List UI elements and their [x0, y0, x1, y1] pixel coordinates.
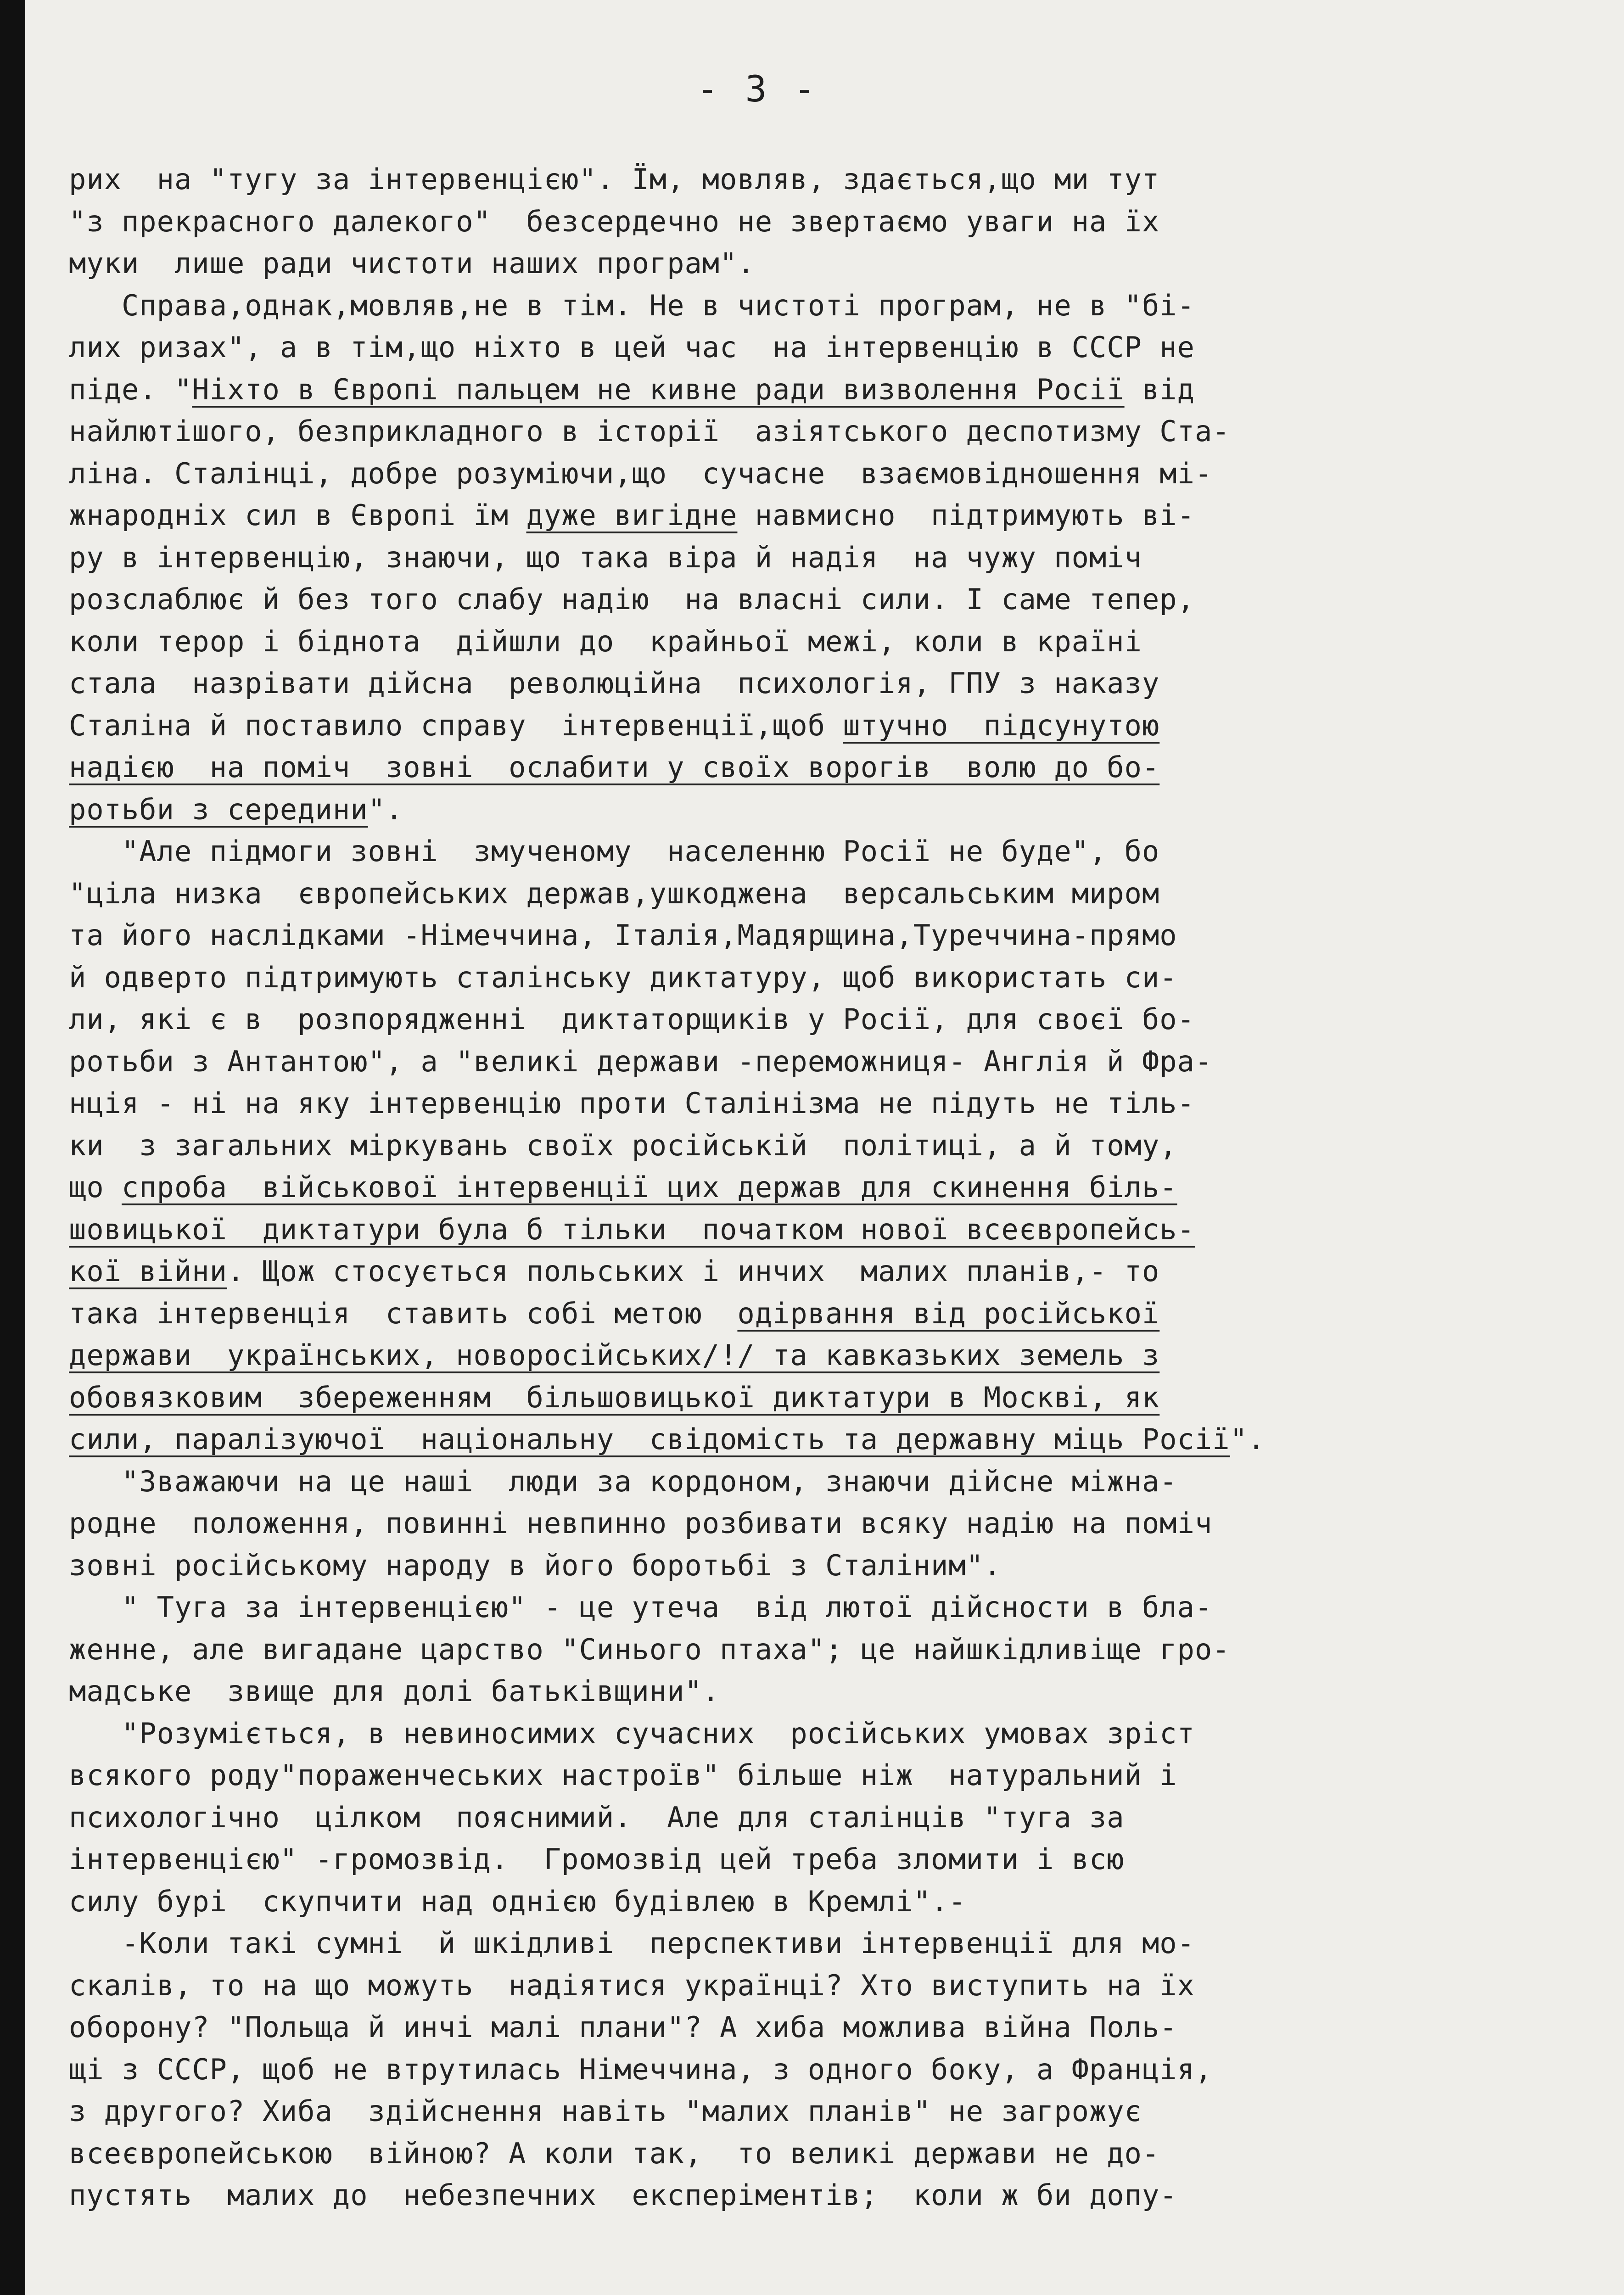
- text-line: [69, 410, 1510, 453]
- text-line: [69, 1209, 1510, 1251]
- text-line: [69, 453, 1510, 495]
- text-line: [69, 873, 1510, 915]
- text-segment: та його наслідками -Німеччина, Італія,Мадярщина,Туреччина-прямо: [69, 918, 1177, 952]
- text-segment: "з прекрасного далекого" безсердечно не звертаємо уваги на їх: [69, 204, 1160, 238]
- text-line: [69, 1041, 1510, 1083]
- text-segment: мадське звище для долі батьківщини".: [69, 1674, 720, 1708]
- text-line: [69, 662, 1510, 705]
- text-line: [69, 957, 1510, 999]
- text-line: [69, 1629, 1510, 1671]
- text-segment: " Туга за інтервенцією" - це утеча від лютої дійсности в бла-: [69, 1590, 1213, 1624]
- text-segment: така інтервенція ставить собі метою: [69, 1296, 738, 1330]
- text-line: [69, 578, 1510, 621]
- text-segment: ".: [1230, 1422, 1266, 1456]
- text-segment: навмисно підтримують ві-: [737, 498, 1195, 532]
- text-line: [69, 1377, 1510, 1419]
- text-segment: Справа,однак,мовляв,не в тім. Не в чистоті програм, не в "бі-: [69, 288, 1195, 322]
- scan-border-left: [0, 0, 25, 2295]
- text-segment: всякого роду"пораженчеських настроїв" більше ніж натуральний і: [69, 1758, 1177, 1792]
- text-line: [69, 326, 1510, 369]
- text-line: [69, 369, 1510, 411]
- text-segment: від: [1124, 372, 1195, 406]
- text-segment: піде. ": [69, 372, 192, 406]
- text-segment: ротьби з Антантою", а "великі держави -переможниця- Англія й Фра-: [69, 1044, 1213, 1078]
- text-line: [69, 789, 1510, 831]
- text-line: [69, 1418, 1510, 1461]
- text-line: [69, 537, 1510, 579]
- text-segment: психологічно цілком пояснимий. Але для сталінців "туга за: [69, 1800, 1125, 1834]
- text-segment: ".: [368, 792, 403, 826]
- text-line: [69, 201, 1510, 243]
- text-segment: "Зважаючи на це наші люди за кордоном, знаючи дійсне міжна-: [69, 1464, 1177, 1498]
- text-line: [69, 746, 1510, 789]
- text-segment: всеєвропейською війною? А коли так, то великі держави не до-: [69, 2136, 1160, 2170]
- text-line: [69, 242, 1510, 285]
- text-segment: Сталіна й поставило справу інтервенції,щоб: [69, 708, 843, 742]
- text-line: [69, 1754, 1510, 1797]
- text-line: [69, 2090, 1510, 2133]
- text-line: [69, 1250, 1510, 1293]
- text-line: [69, 621, 1510, 663]
- text-segment: ру в інтервенцію, знаючи, що така віра й надія на чужу поміч: [69, 540, 1142, 574]
- text-segment: лих ризах", а в тім,що ніхто в цей час на інтервенцію в СССР не: [69, 330, 1195, 364]
- text-line: [69, 998, 1510, 1041]
- underlined-text: штучно підсунутою: [843, 708, 1160, 742]
- underlined-text: шовицької диктатури була б тільки початком нової всеєвропейсь-: [69, 1212, 1195, 1246]
- text-line: [69, 1082, 1510, 1125]
- text-line: [69, 1502, 1510, 1545]
- text-line: [69, 1838, 1510, 1881]
- underlined-text: дуже вигідне: [526, 498, 738, 532]
- text-segment: -Коли такі сумні й шкідливі перспективи інтервенції для мо-: [69, 1926, 1195, 1960]
- text-segment: ли, які є в розпорядженні диктаторщиків у Росії, для своєї бо-: [69, 1002, 1195, 1036]
- text-segment: рих на "тугу за інтервенцією". Їм, мовляв, здається,що ми тут: [69, 162, 1160, 196]
- text-line: [69, 914, 1510, 957]
- text-segment: що: [69, 1170, 122, 1204]
- text-line: [69, 830, 1510, 873]
- text-segment: "ціла низка європейських держав,ушкоджена версальським миром: [69, 876, 1160, 910]
- text-segment: женне, але вигадане царство "Синього птаха"; це найшкідливіще гро-: [69, 1632, 1230, 1666]
- text-segment: щі з СССР, щоб не втрутилась Німеччина, з одного боку, а Франція,: [69, 2052, 1213, 2086]
- text-line: [69, 285, 1510, 327]
- text-line: [69, 1461, 1510, 1503]
- text-line: [69, 1334, 1510, 1377]
- underlined-text: спроба військової інтервенції цих держав для скинення біль-: [121, 1170, 1177, 1204]
- text-segment: . Щож стосується польських і инчих малих планів,- то: [227, 1254, 1160, 1288]
- underlined-text: Ніхто в Європі пальцем не кивне ради визволення Росії: [192, 372, 1125, 406]
- text-segment: найлютішого, безприкладного в історії азіятського деспотизму Ста-: [69, 414, 1230, 448]
- text-line: [69, 1797, 1510, 1839]
- text-line: [69, 1922, 1510, 1965]
- text-segment: розслаблює й без того слабу надію на власні сили. І саме тепер,: [69, 582, 1195, 616]
- text-line: [69, 1545, 1510, 1587]
- text-line: [69, 1670, 1510, 1713]
- text-segment: родне положення, повинні невпинно розбивати всяку надію на поміч: [69, 1506, 1213, 1540]
- text-line: [69, 1713, 1510, 1755]
- underlined-text: сили, паралізуючої національну свідомість та державну міць Росії: [69, 1422, 1230, 1456]
- text-line: [69, 1293, 1510, 1335]
- text-segment: "Розуміється, в невиносимих сучасних російських умовах зріст: [69, 1716, 1195, 1750]
- text-segment: інтервенцією" -громозвід. Громозвід цей треба зломити і всю: [69, 1842, 1125, 1876]
- typewritten-body: [69, 158, 1510, 2217]
- text-segment: пустять малих до небезпечних експеріментів; коли ж би допу-: [69, 2178, 1177, 2212]
- text-segment: зовні російському народу в його боротьбі з Сталіним".: [69, 1548, 1002, 1582]
- text-segment: ліна. Сталінці, добре розуміючи,що сучасне взаємовідношення мі-: [69, 456, 1213, 490]
- text-segment: стала назрівати дійсна революційна психологія, ГПУ з наказу: [69, 666, 1160, 700]
- text-segment: нція - ні на яку інтервенцію проти Сталінізма не підуть не тіль-: [69, 1086, 1195, 1120]
- underlined-text: ротьби з середини: [69, 792, 368, 826]
- underlined-text: кої війни: [69, 1254, 227, 1288]
- text-segment: скалів, то на що можуть надіятися українці? Хто виступить на їх: [69, 1968, 1195, 2002]
- page-number: - 3 -: [696, 69, 818, 110]
- text-segment: коли терор і біднота дійшли до крайньої межі, коли в країні: [69, 624, 1142, 658]
- text-segment: "Але підмоги зовні змученому населенню Росії не буде", бо: [69, 834, 1160, 868]
- text-line: [69, 705, 1510, 747]
- text-line: [69, 494, 1510, 537]
- text-segment: з другого? Хиба здійснення навіть "малих планів" не загрожує: [69, 2094, 1142, 2128]
- text-segment: жнародніх сил в Європі їм: [69, 498, 526, 532]
- text-segment: муки лише ради чистоти наших програм".: [69, 246, 755, 280]
- underlined-text: обовязковим збереженням більшовицької диктатури в Москві, як: [69, 1380, 1160, 1414]
- text-line: [69, 2174, 1510, 2217]
- text-line: [69, 1586, 1510, 1629]
- text-line: [69, 1881, 1510, 1923]
- text-segment: силу бурі скупчити над однією будівлею в Кремлі".-: [69, 1884, 966, 1918]
- text-line: [69, 2133, 1510, 2175]
- underlined-text: надією на поміч зовні ослабити у своїх ворогів волю до бо-: [69, 750, 1160, 784]
- text-line: [69, 2006, 1510, 2049]
- text-line: [69, 158, 1510, 201]
- text-segment: ки з загальних міркувань своїх російській політиці, а й тому,: [69, 1128, 1177, 1162]
- text-line: [69, 2049, 1510, 2091]
- text-segment: й одверто підтримують сталінську диктатуру, щоб використать си-: [69, 960, 1177, 994]
- underlined-text: одірвання від російської: [737, 1296, 1160, 1330]
- underlined-text: держави українських, новоросійських/!/ та кавказьких земель з: [69, 1338, 1160, 1372]
- text-segment: оборону? "Польща й инчі малі плани"? А хиба можлива війна Поль-: [69, 2010, 1177, 2044]
- text-line: [69, 1965, 1510, 2007]
- text-line: [69, 1166, 1510, 1209]
- text-line: [69, 1125, 1510, 1167]
